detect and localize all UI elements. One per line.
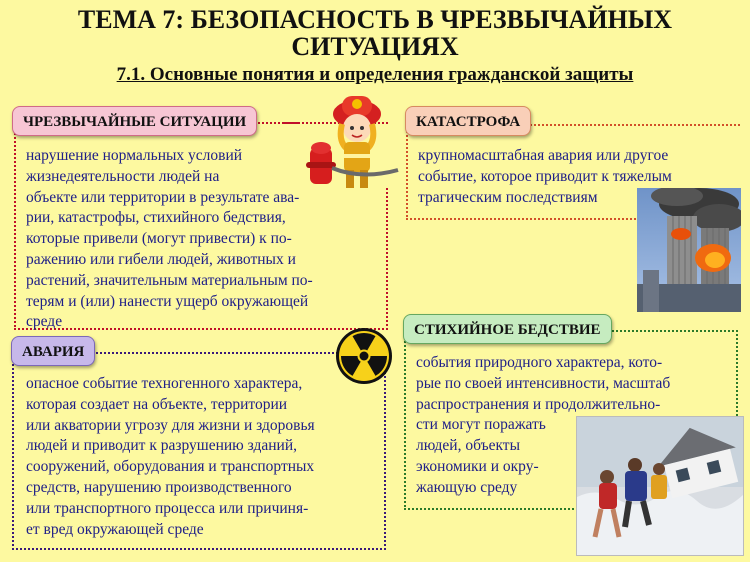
firefighter-illustration bbox=[302, 90, 402, 192]
catastrophe-definition: крупномасштабная авария или другое событие, которое приводит к тяжелым трагическим последствиям bbox=[418, 147, 672, 206]
firefighter-icon bbox=[302, 90, 402, 192]
disaster-definition: события природного характера, кото- рые по своей интенсивности, масштаб распространения и продолжительно- сти могут поражать людей, объекты экономики и окру- жающую среду bbox=[416, 354, 671, 496]
twin-towers-photo bbox=[637, 188, 741, 312]
page-title-line2: СИТУАЦИЯХ bbox=[291, 32, 459, 61]
page-subtitle-text: 7.1. Основные понятия и определения гражданской защиты bbox=[116, 64, 634, 85]
radiation-icon bbox=[334, 326, 394, 386]
emergency-badge: ЧРЕЗВЫЧАЙНЫЕ СИТУАЦИИ bbox=[12, 106, 257, 136]
page-title-line1: ТЕМА 7: БЕЗОПАСНОСТЬ В ЧРЕЗВЫЧАЙНЫХ bbox=[77, 5, 673, 34]
disaster-badge: СТИХИЙНОЕ БЕДСТВИЕ bbox=[403, 314, 612, 344]
flood-photo bbox=[576, 416, 744, 556]
accident-badge: АВАРИЯ bbox=[11, 336, 95, 366]
catastrophe-badge: КАТАСТРОФА bbox=[405, 106, 531, 136]
burning-towers-icon bbox=[637, 188, 741, 312]
emergency-frame-right bbox=[386, 188, 388, 330]
radiation-sign bbox=[334, 326, 394, 386]
flood-icon bbox=[577, 417, 743, 555]
emergency-frame-top-dots bbox=[284, 122, 298, 124]
page-subtitle bbox=[0, 64, 750, 86]
accident-definition: опасное событие техногенного характера, которая создает на объекте, территории или акватории угрозу для жизни и здоровья людей и приводит к разрушению зданий, сооружений, оборудования и транспортных средств, нарушению производственного или транспортного процесса или причиня- ет вред окружающей среде bbox=[26, 375, 315, 538]
emergency-definition: нарушение нормальных условий жизнедеятельности людей на объекте или территории в результате ава- рии, катастрофы, стихийного бедствия, которые привели (могут привести) к по- ражению или гибели людей, животных и растений, значительным материальным по- терям и (или) нанести ущерб окружающей среде bbox=[26, 147, 313, 331]
